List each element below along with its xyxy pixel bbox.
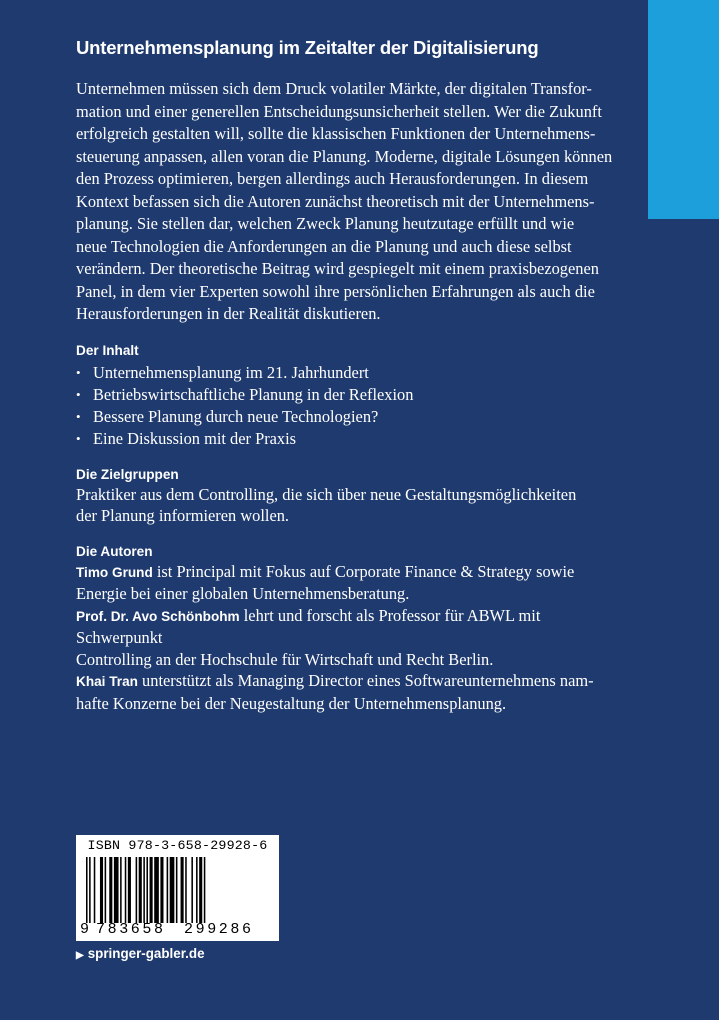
barcode-bar bbox=[105, 857, 107, 923]
author-entry: Timo Grund ist Principal mit Fokus auf Corporate Finance & Strategy sowie Energie bei einer globalen Unternehmensberatung. bbox=[76, 561, 575, 603]
barcode-bar bbox=[170, 857, 175, 923]
audience-text: Praktiker aus dem Controlling, die sich über neue Gestaltungsmöglichkeiten der Planung informieren wollen. bbox=[76, 484, 577, 525]
contents-heading: Der Inhalt bbox=[76, 342, 139, 358]
bullet-icon: • bbox=[76, 430, 81, 446]
barcode-bar bbox=[199, 857, 202, 923]
intro-paragraph: Unternehmen müssen sich dem Druck volatiler Märkte, der digitalen Transfor- mation und einer generellen Entscheidungsunsicherheit stellen. Wer die Zukunft erfolgreich gestalten will, sollte die klassischen Funktionen der Unternehmens- steuerung anpassen, allen voran die Planung. Moderne, digitale Lösungen können den Prozess optimieren, bergen allerdings auch Herausforderungen. In diesem Kontext befassen sich die Autoren zunächst theoretisch mit der Unternehmens- planung. Sie stellen dar, welchen Zweck Planung heutzutage erfüllt und wie neue Technologien die Anforderungen an die Planung und auch diese selbst verändern. Der theoretische Beitrag wird gespiegelt mit einem praxisbezogenen Panel, in dem vier Experten sowohl ihre persönlichen Erfahrungen als auch die Herausforderungen in der Realität diskutieren. bbox=[76, 79, 613, 323]
barcode-bar bbox=[128, 857, 131, 923]
barcode-bar bbox=[176, 857, 178, 923]
barcode-bar bbox=[94, 857, 96, 923]
bullet-icon: • bbox=[76, 408, 81, 424]
barcode-bar bbox=[86, 857, 88, 923]
publisher-website: ▶ springer-gabler.de bbox=[76, 946, 205, 961]
barcode-bar bbox=[125, 857, 127, 923]
book-title: Unternehmensplanung im Zeitalter der Digitalisierung bbox=[76, 37, 539, 58]
author-name: Khai Tran bbox=[76, 674, 138, 689]
barcode-bars bbox=[86, 857, 270, 923]
barcode-bar bbox=[150, 857, 153, 923]
list-item: • Bessere Planung durch neue Technologien? bbox=[76, 406, 379, 426]
list-item: • Unternehmensplanung im 21. Jahrhundert bbox=[76, 362, 369, 382]
author-name: Timo Grund bbox=[76, 564, 153, 580]
isbn-label: ISBN 978-3-658-29928-6 bbox=[87, 838, 268, 853]
barcode-bar bbox=[167, 857, 169, 923]
author-entry: Khai Tran unterstützt als Managing Director eines Softwareunternehmens nam- hafte Konzerne bei der Neugestaltung der Unternehmensplanung. bbox=[76, 671, 594, 713]
barcode-bar bbox=[109, 857, 112, 923]
barcode-bar bbox=[136, 857, 138, 923]
barcode-bar bbox=[146, 857, 148, 923]
authors-section bbox=[76, 543, 616, 715]
list-item: • Betriebswirtschaftliche Planung in der Reflexion bbox=[76, 384, 414, 404]
barcode-bar bbox=[181, 857, 184, 923]
barcode-bar bbox=[191, 857, 193, 923]
arrow-right-icon: ▶ bbox=[76, 950, 84, 961]
list-item: • Eine Diskussion mit der Praxis bbox=[76, 428, 297, 448]
audience-heading: Die Zielgruppen bbox=[76, 466, 179, 482]
barcode-bar bbox=[204, 857, 206, 923]
bullet-icon: • bbox=[76, 364, 81, 380]
accent-tab bbox=[648, 0, 719, 219]
authors-heading: Die Autoren bbox=[76, 543, 153, 559]
barcode-bar bbox=[89, 857, 91, 923]
isbn-barcode: ISBN 978-3-658-29928-6 9 783658 299286 bbox=[76, 835, 279, 941]
barcode-bar bbox=[154, 857, 159, 923]
bullet-icon: • bbox=[76, 386, 81, 402]
back-cover-text bbox=[76, 36, 616, 714]
barcode-bar bbox=[185, 857, 187, 923]
barcode-bar bbox=[120, 857, 122, 923]
author-entry: Prof. Dr. Avo Schönbohm lehrt und forscht als Professor für ABWL mit Schwerpunkt Controlling an der Hochschule für Wirtschaft und Recht Berlin. bbox=[76, 605, 541, 669]
author-name: Prof. Dr. Avo Schönbohm bbox=[76, 608, 240, 624]
audience-section bbox=[76, 466, 616, 527]
barcode-bar bbox=[139, 857, 142, 923]
barcode-bar bbox=[143, 857, 145, 923]
barcode-bar bbox=[160, 857, 163, 923]
barcode-bar bbox=[196, 857, 198, 923]
contents-section bbox=[76, 342, 616, 450]
barcode-bar bbox=[114, 857, 119, 923]
barcode-bar bbox=[100, 857, 103, 923]
contents-list bbox=[76, 362, 616, 450]
